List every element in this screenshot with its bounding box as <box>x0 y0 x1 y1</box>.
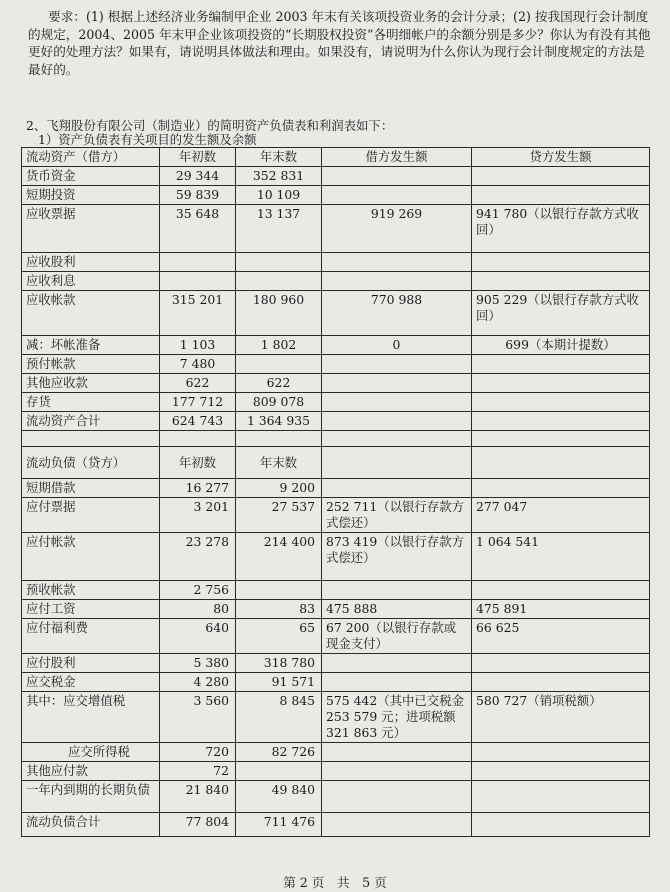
table-cell <box>472 374 650 393</box>
table-row <box>22 393 650 412</box>
table-cell: 年初数 <box>160 148 236 167</box>
table-header-row <box>22 148 650 167</box>
table-cell: 年末数 <box>236 447 322 479</box>
table-cell: 应付工资 <box>22 600 160 619</box>
table-row <box>22 253 650 272</box>
table-cell <box>236 431 322 447</box>
table-cell <box>236 355 322 374</box>
table-body <box>22 148 650 837</box>
table-header-row <box>22 447 650 479</box>
table-cell: 4 280 <box>160 673 236 692</box>
table-cell: 10 109 <box>236 186 322 205</box>
table-cell <box>236 272 322 291</box>
table-cell: 91 571 <box>236 673 322 692</box>
table-row <box>22 533 650 581</box>
table-cell: 流动资产（借方） <box>22 148 160 167</box>
table-cell: 应收票据 <box>22 205 160 253</box>
table-cell <box>322 813 472 837</box>
table-cell <box>322 781 472 813</box>
table-cell: 873 419（以银行存款方式偿还） <box>322 533 472 581</box>
table-cell: 应交所得税 <box>22 743 160 762</box>
table-row <box>22 186 650 205</box>
table-row <box>22 581 650 600</box>
table-cell <box>322 355 472 374</box>
table-cell <box>322 186 472 205</box>
table-cell <box>472 781 650 813</box>
table-cell <box>472 186 650 205</box>
table-cell: 27 537 <box>236 498 322 533</box>
table-cell: 其他应收款 <box>22 374 160 393</box>
table-cell: 1 064 541 <box>472 533 650 581</box>
table-cell: 77 804 <box>160 813 236 837</box>
table-row <box>22 498 650 533</box>
table-cell <box>472 431 650 447</box>
table-cell: 624 743 <box>160 412 236 431</box>
table-cell: 575 442（其中已交税金 253 579 元；进项税额 321 863 元） <box>322 692 472 743</box>
table-cell: 72 <box>160 762 236 781</box>
table-cell: 流动负债合计 <box>22 813 160 837</box>
table-cell: 货币资金 <box>22 167 160 186</box>
table-row <box>22 374 650 393</box>
table-cell: 流动负债（贷方） <box>22 447 160 479</box>
table-cell: 贷方发生额 <box>472 148 650 167</box>
table-row <box>22 412 650 431</box>
table-cell: 短期借款 <box>22 479 160 498</box>
table-cell: 65 <box>236 619 322 654</box>
table-cell: 应收利息 <box>22 272 160 291</box>
table-row <box>22 673 650 692</box>
table-cell: 2 756 <box>160 581 236 600</box>
table-cell: 预付帐款 <box>22 355 160 374</box>
table-cell: 941 780（以银行存款方式收回） <box>472 205 650 253</box>
table-cell: 711 476 <box>236 813 322 837</box>
table-cell: 1 802 <box>236 336 322 355</box>
table-cell: 预收帐款 <box>22 581 160 600</box>
table-cell: 其中：应交增值税 <box>22 692 160 743</box>
table-cell <box>472 813 650 837</box>
table-row <box>22 692 650 743</box>
table-cell: 640 <box>160 619 236 654</box>
table-cell: 252 711（以银行存款方式偿还） <box>322 498 472 533</box>
table-cell <box>472 743 650 762</box>
table-cell: 21 840 <box>160 781 236 813</box>
section-2-title: 2、飞翔股份有限公司（制造业）的简明资产负债表和利润表如下： <box>26 118 394 133</box>
table-cell: 5 380 <box>160 654 236 673</box>
table-cell: 借方发生额 <box>322 148 472 167</box>
table-cell: 13 137 <box>236 205 322 253</box>
table-row <box>22 600 650 619</box>
table-row <box>22 762 650 781</box>
table-cell: 16 277 <box>160 479 236 498</box>
table-cell: 应交税金 <box>22 673 160 692</box>
table-cell: 年初数 <box>160 447 236 479</box>
table-cell <box>322 431 472 447</box>
table-cell <box>322 393 472 412</box>
table-cell: 应收帐款 <box>22 291 160 336</box>
table-cell: 699（本期计提数） <box>472 336 650 355</box>
table-row <box>22 291 650 336</box>
table-row <box>22 205 650 253</box>
table-cell: 其他应付款 <box>22 762 160 781</box>
table-cell: 1 364 935 <box>236 412 322 431</box>
table-cell: 214 400 <box>236 533 322 581</box>
table-cell <box>472 167 650 186</box>
table-cell: 622 <box>160 374 236 393</box>
question-paragraph <box>28 8 656 78</box>
balance-sheet-table <box>21 147 650 837</box>
table-cell: 180 960 <box>236 291 322 336</box>
table-row <box>22 781 650 813</box>
table-cell <box>22 431 160 447</box>
table-cell: 应付票据 <box>22 498 160 533</box>
table-cell <box>322 412 472 431</box>
table-cell: 应付股利 <box>22 654 160 673</box>
table-cell <box>472 412 650 431</box>
subsection-title: 1）资产负债表有关项目的发生额及余额 <box>38 132 257 147</box>
table-row <box>22 431 650 447</box>
table-cell <box>322 479 472 498</box>
table-cell: 49 840 <box>236 781 322 813</box>
table-row <box>22 272 650 291</box>
table-row <box>22 167 650 186</box>
table-cell: 流动资产合计 <box>22 412 160 431</box>
table-cell: 80 <box>160 600 236 619</box>
table-cell: 减：坏帐准备 <box>22 336 160 355</box>
table-cell: 177 712 <box>160 393 236 412</box>
table-cell <box>322 581 472 600</box>
table-row <box>22 813 650 837</box>
table-cell: 短期投资 <box>22 186 160 205</box>
table-cell: 580 727（销项税额） <box>472 692 650 743</box>
table-cell: 83 <box>236 600 322 619</box>
table-cell: 67 200（以银行存款或现金支付） <box>322 619 472 654</box>
table-cell: 0 <box>322 336 472 355</box>
table-cell <box>472 479 650 498</box>
table-cell: 59 839 <box>160 186 236 205</box>
table-cell <box>472 355 650 374</box>
table-cell <box>160 253 236 272</box>
table-cell <box>322 272 472 291</box>
table-cell <box>322 654 472 673</box>
table-row <box>22 654 650 673</box>
table-cell <box>472 393 650 412</box>
page-footer: 第 2 页 共 5 页 <box>283 875 387 890</box>
table-cell <box>322 762 472 781</box>
table-cell: 318 780 <box>236 654 322 673</box>
table-cell: 年末数 <box>236 148 322 167</box>
table-cell: 3 201 <box>160 498 236 533</box>
table-cell <box>322 673 472 692</box>
table-cell <box>160 431 236 447</box>
table-cell: 919 269 <box>322 205 472 253</box>
table-cell <box>236 762 322 781</box>
table-cell <box>236 253 322 272</box>
table-cell <box>322 447 472 479</box>
table-cell: 82 726 <box>236 743 322 762</box>
table-cell: 720 <box>160 743 236 762</box>
table-cell: 应付福利费 <box>22 619 160 654</box>
table-cell: 29 344 <box>160 167 236 186</box>
table-cell <box>322 374 472 393</box>
table-cell: 770 988 <box>322 291 472 336</box>
table-cell: 应收股利 <box>22 253 160 272</box>
table-cell: 23 278 <box>160 533 236 581</box>
table-cell: 905 229（以银行存款方式收回） <box>472 291 650 336</box>
table-cell <box>472 253 650 272</box>
table-row <box>22 619 650 654</box>
table-cell <box>472 581 650 600</box>
question-text: 要求：(1) 根据上述经济业务编制甲企业 2003 年末有关该项投资业务的会计分录；(2) 按我国现行会计制度的规定，2004、2005 年末甲企业该项投资的“长期股权投资”各明细帐户的余额分别是多少？你认为有没有其他更好的处理方法？如果有，请说明具体做法和理由。如果没有，请说明为什么你认为现行会计制度规定的方法是最好的。 <box>28 9 651 77</box>
table-cell: 475 888 <box>322 600 472 619</box>
table-cell: 277 047 <box>472 498 650 533</box>
table-cell: 352 831 <box>236 167 322 186</box>
table-cell <box>236 581 322 600</box>
table-cell <box>322 253 472 272</box>
table-row <box>22 743 650 762</box>
table-cell <box>322 743 472 762</box>
table-cell <box>472 447 650 479</box>
table-cell: 315 201 <box>160 291 236 336</box>
table-cell <box>472 673 650 692</box>
table-cell: 存货 <box>22 393 160 412</box>
table-cell: 66 625 <box>472 619 650 654</box>
table-cell <box>160 272 236 291</box>
table-cell: 8 845 <box>236 692 322 743</box>
table-row <box>22 336 650 355</box>
table-row <box>22 355 650 374</box>
table-cell: 应付帐款 <box>22 533 160 581</box>
table-row <box>22 479 650 498</box>
table-cell: 475 891 <box>472 600 650 619</box>
table-cell <box>472 762 650 781</box>
table-cell <box>322 167 472 186</box>
table-cell: 9 200 <box>236 479 322 498</box>
table-cell: 809 078 <box>236 393 322 412</box>
table-cell: 1 103 <box>160 336 236 355</box>
table-cell <box>472 654 650 673</box>
table-cell: 3 560 <box>160 692 236 743</box>
table-cell: 35 648 <box>160 205 236 253</box>
table-cell: 622 <box>236 374 322 393</box>
table-cell <box>472 272 650 291</box>
table-cell: 7 480 <box>160 355 236 374</box>
table-cell: 一年内到期的长期负债 <box>22 781 160 813</box>
